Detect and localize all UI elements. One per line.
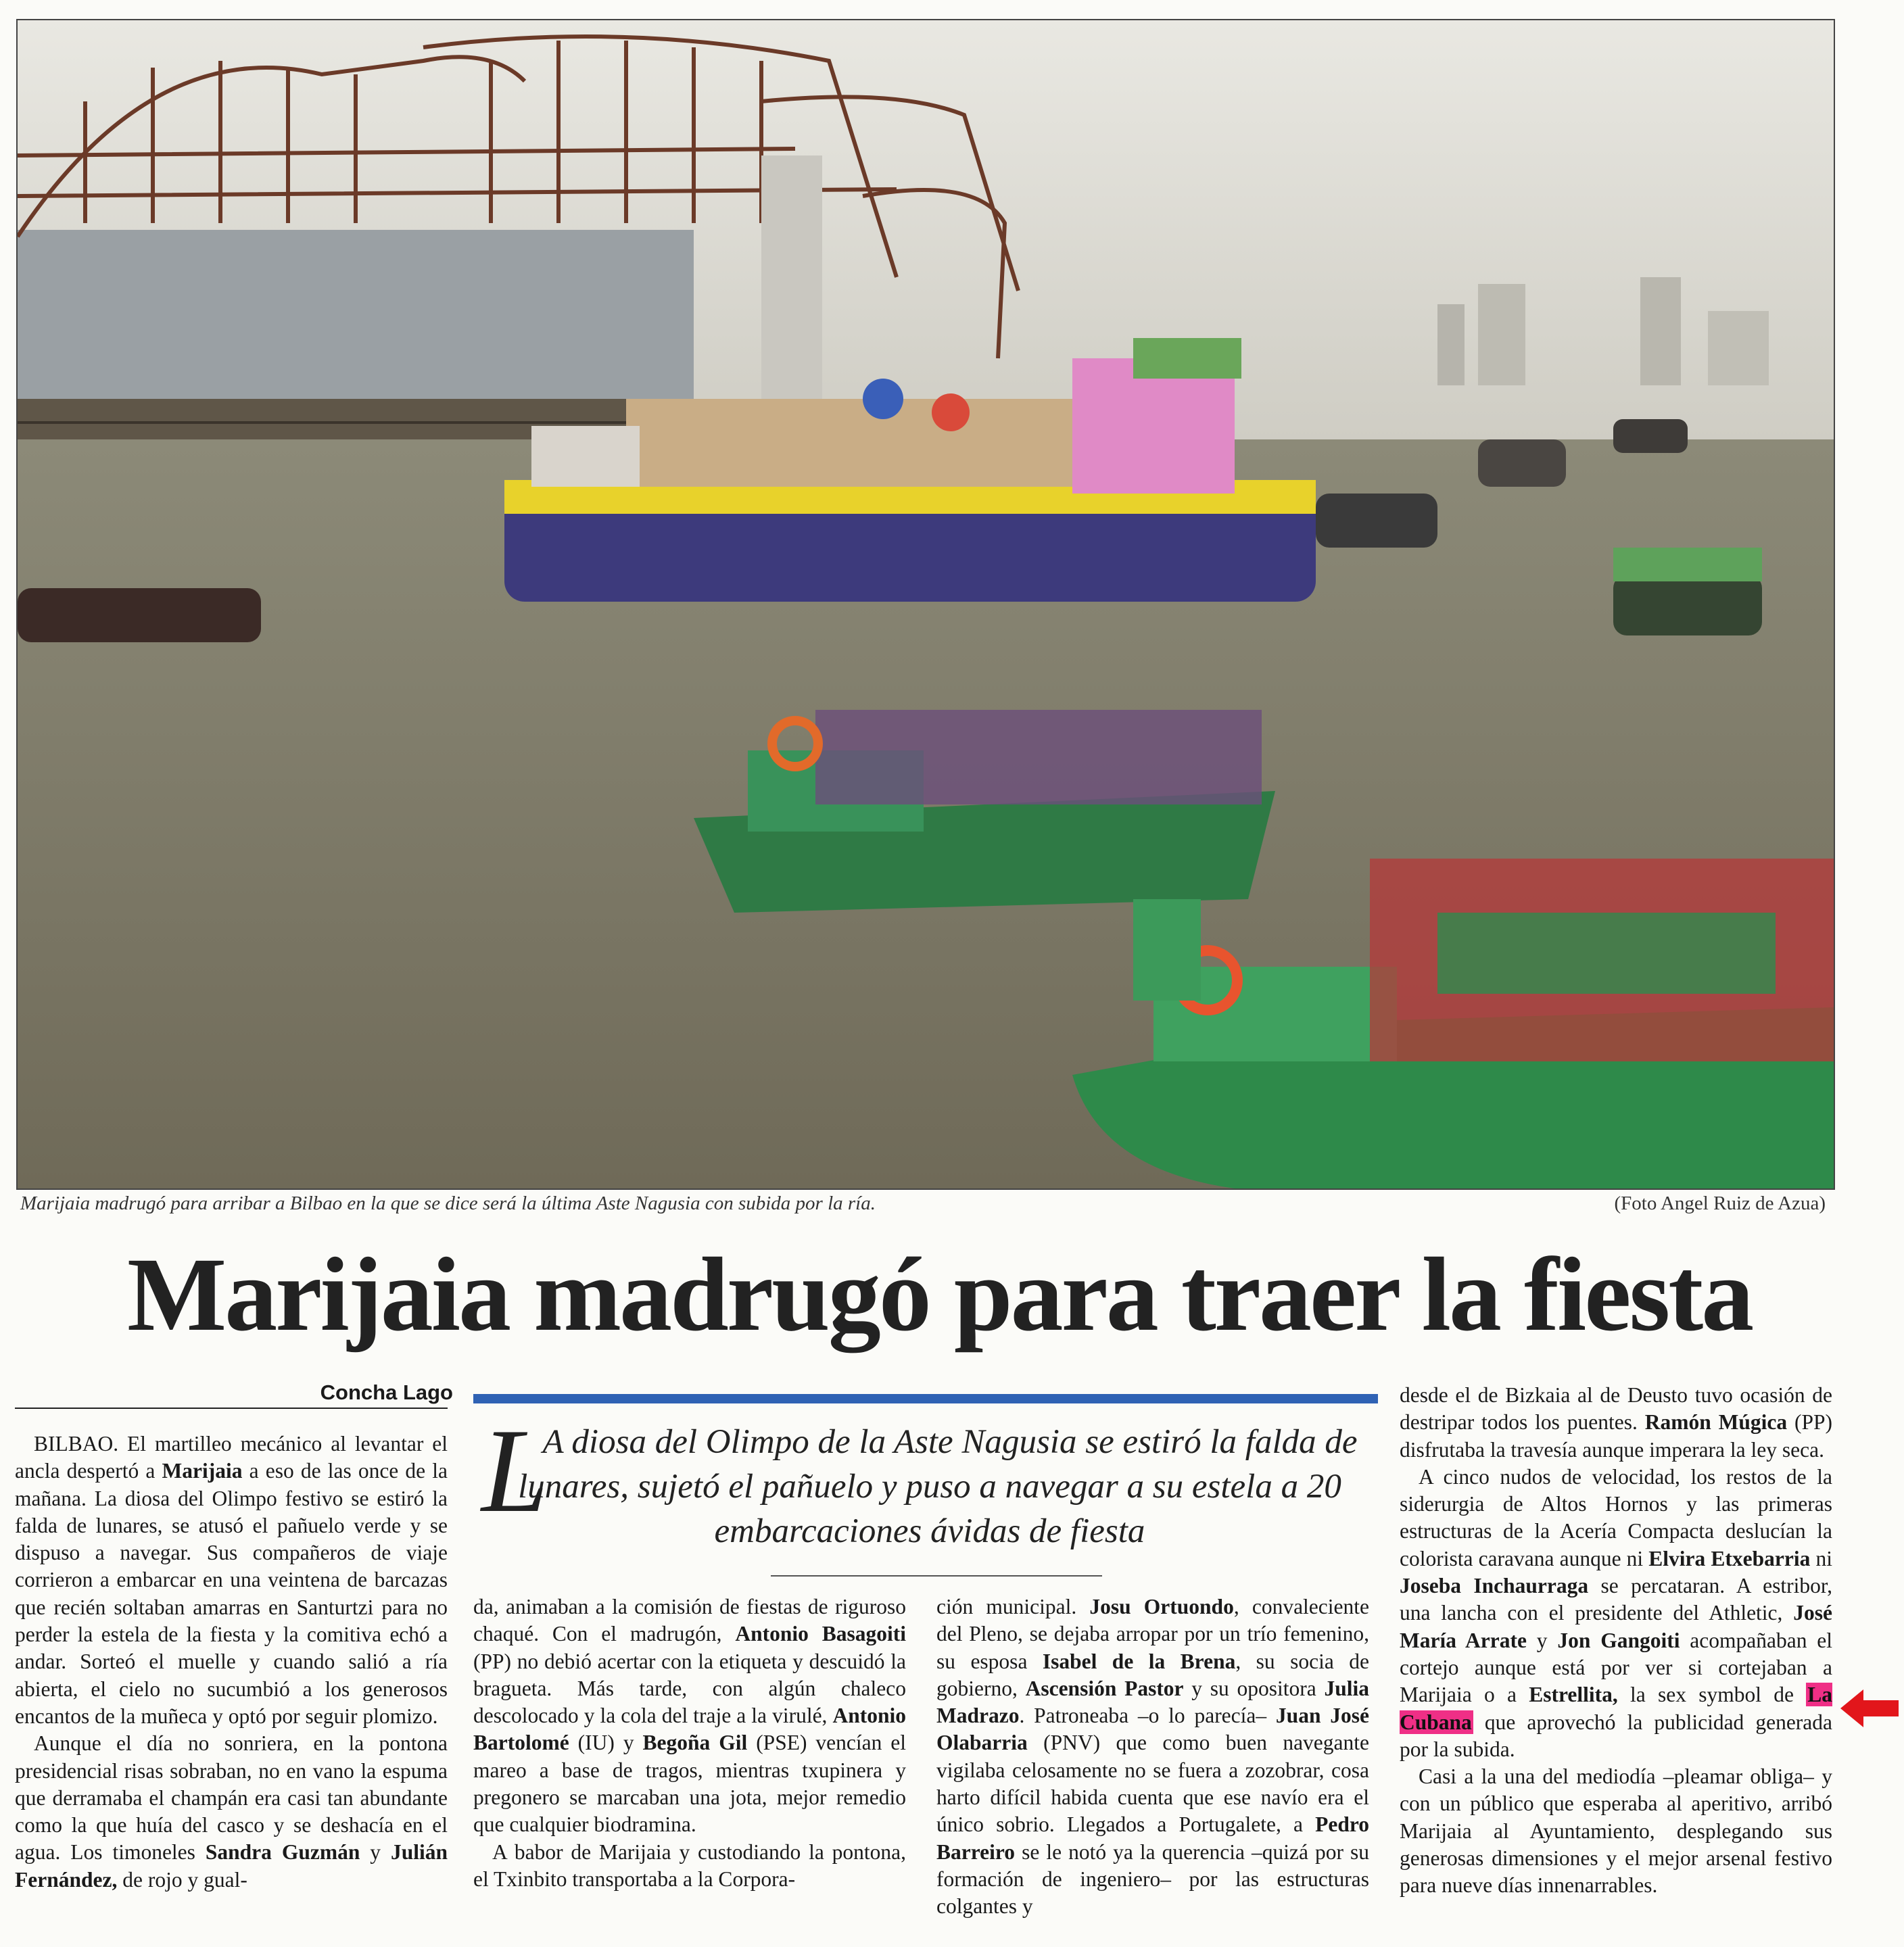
body-text: da, animaban a la comisión de fiestas de riguroso chaqué. Con el madrugón, [473,1595,906,1646]
red-arrow-icon [1840,1689,1899,1727]
bold-name: Joseba Inchaurraga [1400,1574,1589,1598]
photo-illustration [18,20,1834,1188]
caption-text: Marijaia madrugó para arribar a Bilbao en la que se dice será la última Aste Nagusia con subida por la ría. [20,1193,876,1214]
body-text: ni [1810,1546,1832,1570]
body-text: (PP) disfrutaba la travesía aunque imperara la ley seca. [1400,1410,1832,1462]
body-text: la sex symbol de [1617,1683,1807,1707]
bold-name: Ramón Múgica [1644,1410,1788,1435]
body-text: acompañaban el cortejo aunque está por ver si cortejaban a Marijaia o a [1400,1628,1832,1707]
body-text: Aunque el día no sonriera, en la pontona presidencial risas sobraban, no en vano la espuma que derramaba el champán era casi tan abundante como la que huía del casco y se deshacía en el agua. Los timoneles [15,1731,448,1865]
news-photo [16,19,1835,1190]
bold-name: Ascensión Pastor [1025,1676,1184,1700]
body-text: Casi a la una del mediodía –pleamar obliga– y con un público que esperaba al aperitivo, arribó Marijaia al Ayuntamiento, desplegando sus generosas dimensiones y el mejor arsenal festivo para nueve días innenarrables. [1400,1764,1832,1898]
body-text: A cinco nudos de velocidad, los restos de la siderurgia de Altos Hornos y las primeras estructuras de la Acería Compacta deslucían la colorista caravana aunque ni [1400,1464,1832,1570]
bold-name: Julián Fernández, [15,1840,448,1892]
body-column-1 [15,1431,448,1944]
body-text: a eso de las once de la mañana. La diosa del Olimpo festivo se estiró la falda de lunares, se atusó el pañuelo verde y se dispuso a navegar. Sus compañeros de viaje corrieron a embarcar en una veintena de barcazas que recién soltaban amarras en Santurtzi para no perder la estela de la fiesta y la comitiva echó a andar. Sorteó el muelle y cuando salió a ría abierta, el cielo no sucumbió a los generosos encantos de la muñeca y optó por seguir plomizo. [15,1459,448,1728]
bold-name: Sandra Guzmán [205,1840,360,1865]
accent-bar [473,1394,1378,1403]
bold-name: Isabel de la Brena [1042,1649,1236,1673]
body-paragraph [1400,1464,1832,1763]
lede-text: A diosa del Olimpo de la Aste Nagusia se estiró la falda de lunares, sujetó el pañuelo y puso a navegar a su estela a 20 embarcaciones ávidas de fiesta [518,1423,1358,1550]
photo-credit: (Foto Angel Ruiz de Azua) [1614,1193,1826,1214]
body-text: (PP) no debió acertar con la etiqueta y descuidó la bragueta. Más tarde, con algún chaleco descolocado y la cola del traje a la virulé, [473,1649,906,1728]
bold-name: Antonio Basagoiti [735,1622,906,1646]
body-text: y su opositora [1183,1676,1325,1700]
body-text: , convaleciente del Pleno, se dejaba arropar por un trío femenino, su esposa [936,1595,1369,1673]
body-paragraph [15,1431,448,1730]
body-text: de rojo y gual- [117,1867,247,1892]
body-text: (PSE) vencían el mareo a base de tragos, mientras txupinera y pregonero se marcaban una jota, mejor remedio que cualquier biodramina. [473,1731,906,1837]
body-paragraph [1400,1763,1832,1899]
body-text: y [360,1840,391,1865]
body-text: A babor de Marijaia y custodiando la pontona, el Txinbito transportaba a la Corpora- [473,1840,906,1891]
photo-caption [20,1193,1832,1222]
body-text: se percataran. A estribor, una lancha con el presidente del Athletic, [1400,1574,1832,1625]
body-text: desde el de Bizkaia al de Deusto tuvo ocasión de destripar todos los puentes. [1400,1383,1832,1435]
body-column-2 [473,1593,906,1945]
bold-name: Julia Madrazo [936,1676,1369,1728]
bold-name: José María Arrate [1400,1601,1832,1652]
bold-name: Josu Ortuondo [1089,1595,1234,1618]
headline: Marijaia madrugó para traer la fiesta [127,1236,1753,1353]
bold-name: Begoña Gil [642,1731,748,1755]
body-text: ción municipal. [936,1595,1090,1618]
body-text: y [1526,1628,1558,1652]
body-text: (IU) y [569,1731,643,1755]
lede-rule [771,1575,1102,1577]
body-column-4 [1400,1382,1832,1944]
bold-name: Pedro Barreiro [936,1812,1369,1864]
body-paragraph [15,1730,448,1894]
body-paragraph [936,1593,1369,1921]
body-text: , su socia de gobierno, [936,1649,1369,1700]
lede [487,1420,1373,1562]
byline: Concha Lago [320,1380,453,1404]
bold-name: Marijaia [162,1459,243,1483]
body-text: . Patroneaba –o lo parecía– [1019,1704,1276,1728]
bold-name: Estrellita, [1529,1683,1618,1707]
body-paragraph [473,1839,906,1894]
body-column-3 [936,1593,1369,1945]
bold-name: Juan José Olabarria [936,1704,1369,1755]
body-text: (PNV) que como buen navegante vigilaba celosamente no se fuera a zozobrar, cosa harto difícil habida cuenta que ese navío era el único sobrio. Llegados a Portugalete, a [936,1731,1369,1837]
drop-cap: L [481,1403,548,1537]
body-text: que aprovechó la publicidad generada por la subida. [1400,1710,1832,1761]
body-paragraph [1400,1382,1832,1464]
bold-name: Elvira Etxebarria [1648,1546,1811,1570]
byline-rule [15,1408,448,1409]
body-text: BILBAO. El martilleo mecánico al levantar el ancla despertó a [15,1432,448,1483]
bold-name: Antonio Bartolomé [473,1704,906,1755]
body-paragraph [473,1593,906,1839]
bold-name: Jon Gangoiti [1557,1628,1680,1652]
highlighted-name: La Cubana [1400,1683,1832,1734]
body-text: se le notó ya la querencia –quizá por su formación de ingeniero– por las estructuras colgantes y [936,1840,1369,1919]
